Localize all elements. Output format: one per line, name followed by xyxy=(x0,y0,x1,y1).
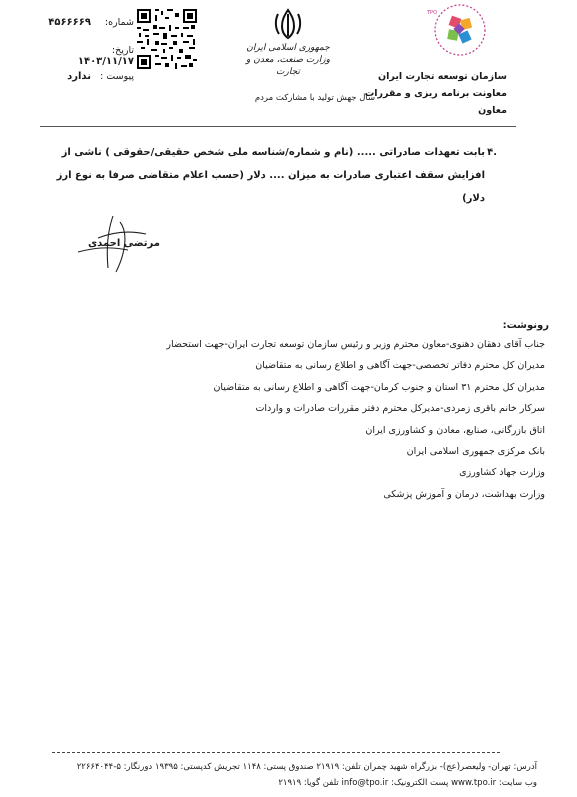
footer-web: وب سایت: www.tpo.ir پست الکترونیک: info@tpo.ir تلفن گویا: ۲۱۹۱۹ xyxy=(278,778,537,788)
cc-item: وزارت بهداشت، درمان و آموزش پزشکی xyxy=(383,488,545,500)
qr-code-icon xyxy=(137,9,197,69)
cc-title: رونوشت: xyxy=(502,320,549,331)
letter-date-value: ۱۴۰۳/۱۱/۱۷ xyxy=(77,56,134,67)
org-line-3: معاون xyxy=(478,105,507,116)
footer-divider xyxy=(52,752,500,753)
letter-number-row xyxy=(38,17,134,28)
org-line-2: معاونت برنامه ریزی و مقررات xyxy=(364,88,507,99)
iran-emblem-icon xyxy=(270,6,306,42)
cc-item: جناب آقای دهقان دهنوی-معاون محترم وزیر و رئیس سازمان توسعه تجارت ایران-جهت استحضار xyxy=(166,339,545,350)
ministry-line-1: جمهوری اسلامی ایران xyxy=(246,43,330,53)
cc-item: مدیران کل محترم دفاتر تخصصی-جهت آگاهی و اطلاع رسانی به متقاضیان xyxy=(255,360,545,372)
year-slogan: سال جهش تولید با مشارکت مردم xyxy=(254,93,376,103)
tpo-logo xyxy=(415,2,493,60)
cc-item: سرکار خانم باقری زمردی-مدیرکل محترم دفتر مقررات صادرات و واردات xyxy=(255,403,545,415)
letter-date-row xyxy=(38,45,134,67)
body-paragraph: بابت تعهدات صادراتی ..... (نام و شماره/شناسه ملی شخص حقیقی/حقوقی ) ناشی از افزایش سقف اعتباری صادرات به میزان .... دلار (حسب اعلام متقاضی صرفا به نوع ارز دلار) xyxy=(56,147,485,204)
ministry-line-2: وزارت صنعت، معدن و تجارت xyxy=(246,55,330,77)
cc-item: بانک مرکزی جمهوری اسلامی ایران xyxy=(406,446,545,458)
letter-number-value: ۴۵۶۶۶۶۹ xyxy=(48,17,91,28)
letter-attachment-label: پیوست : xyxy=(100,71,134,82)
letter-number-label: شماره: xyxy=(104,17,134,28)
header-divider xyxy=(40,126,516,127)
cc-item: مدیران کل محترم ۳۱ استان و جنوب کرمان-جهت آگاهی و اطلاع رسانی به متقاضیان xyxy=(213,381,545,393)
item-number: ۴. xyxy=(487,147,497,158)
letter-attachment-row xyxy=(38,71,134,82)
svg-text:TPO: TPO xyxy=(427,10,438,16)
cc-item: اتاق بازرگانی، صنایع، معادن و کشاورزی ایران xyxy=(365,424,545,436)
letter-date-label: تاریخ: xyxy=(111,45,134,56)
org-line-1: سازمان توسعه تجارت ایران xyxy=(378,71,507,82)
cc-list xyxy=(125,334,545,505)
footer-address: آدرس: تهران- ولیعصر(عج)- بزرگراه شهید چمران تلفن: ۲۱۹۱۹ صندوق پستی: ۱۱۴۸ تجریش کدپستی: ۱۹۳۹۵ دورنگار: ۵-۲۲۶۶۴۰۴۴ xyxy=(76,762,537,772)
signer-name: مرتضی احمدی xyxy=(88,238,160,249)
ministry-title xyxy=(246,42,330,78)
letter-attachment-value: ندارد xyxy=(67,71,91,82)
cc-item: وزارت جهاد کشاورزی xyxy=(459,467,545,479)
